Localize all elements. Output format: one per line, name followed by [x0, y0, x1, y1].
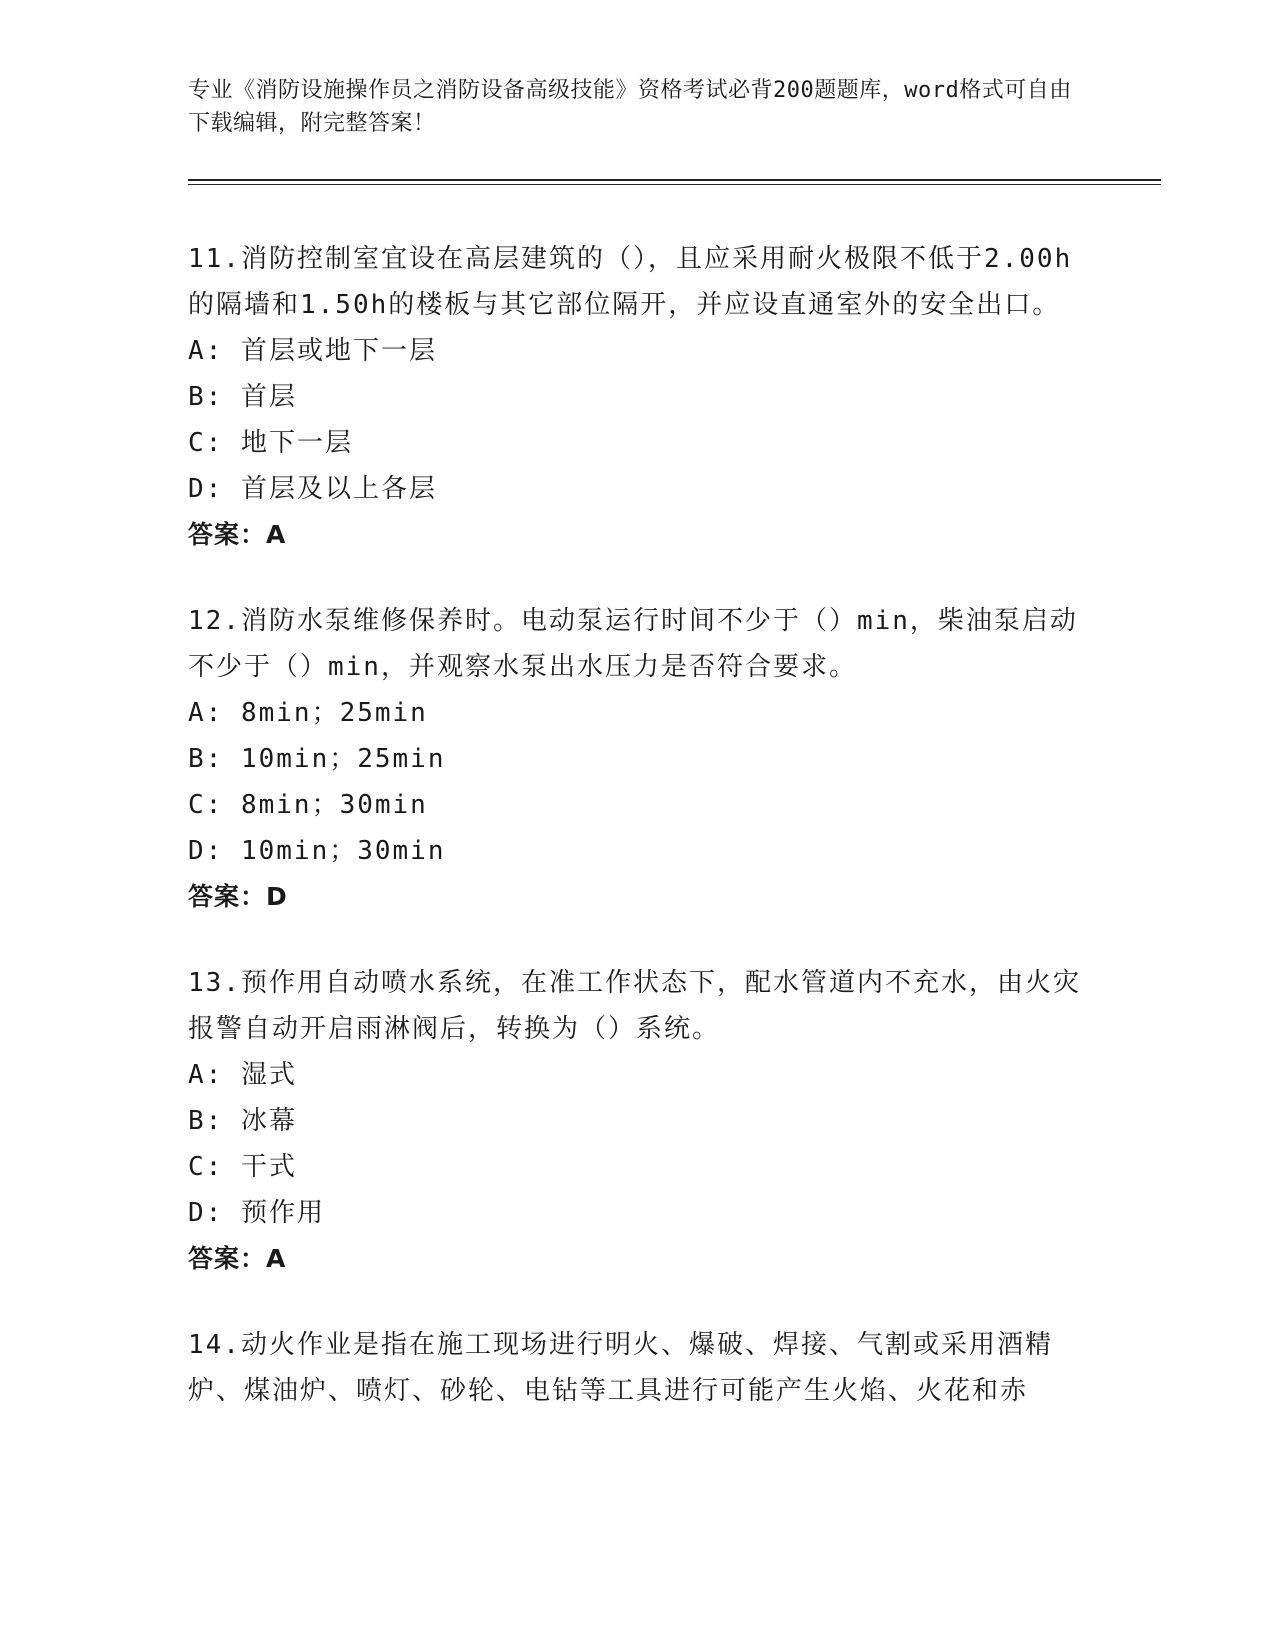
option-b: B: 首层	[188, 382, 297, 412]
answer: 答案：D	[188, 882, 288, 911]
question-stem: 14.动火作业是指在施工现场进行明火、爆破、焊接、气割或采用酒精炉、煤油炉、喷灯、砂轮、电钻等工具进行可能产生火焰、火花和赤	[188, 1330, 1053, 1406]
option-c: C: 地下一层	[188, 428, 353, 458]
question-stem: 11.消防控制室宜设在高层建筑的（），且应采用耐火极限不低于2.00h的隔墙和1.50h的楼板与其它部位隔开，并应设直通室外的安全出口。	[188, 244, 1073, 320]
option-c: C: 干式	[188, 1152, 297, 1182]
answer: 答案：A	[188, 520, 287, 549]
question-11	[188, 236, 1088, 558]
option-d: D: 首层及以上各层	[188, 474, 437, 504]
question-stem: 13.预作用自动喷水系统，在准工作状态下，配水管道内不充水，由火灾报警自动开启雨淋阀后，转换为（）系统。	[188, 968, 1081, 1044]
header-divider-thin	[188, 184, 1161, 185]
question-list	[188, 236, 1088, 1454]
question-14	[188, 1322, 1088, 1414]
option-d: D: 10min；30min	[188, 836, 446, 866]
answer: 答案：A	[188, 1244, 287, 1273]
question-stem: 12.消防水泵维修保养时。电动泵运行时间不少于（）min，柴油泵启动不少于（）min，并观察水泵出水压力是否符合要求。	[188, 606, 1078, 682]
option-a: A: 首层或地下一层	[188, 336, 437, 366]
document-header: 专业《消防设施操作员之消防设备高级技能》资格考试必背200题题库，word格式可自由下载编辑，附完整答案！	[188, 78, 1072, 136]
option-b: B: 冰幕	[188, 1106, 297, 1136]
option-a: A: 8min；25min	[188, 698, 428, 728]
question-13	[188, 960, 1088, 1282]
option-d: D: 预作用	[188, 1198, 325, 1228]
option-c: C: 8min；30min	[188, 790, 428, 820]
question-12	[188, 598, 1088, 920]
header-divider-thick	[188, 179, 1161, 181]
option-b: B: 10min；25min	[188, 744, 446, 774]
option-a: A: 湿式	[188, 1060, 297, 1090]
